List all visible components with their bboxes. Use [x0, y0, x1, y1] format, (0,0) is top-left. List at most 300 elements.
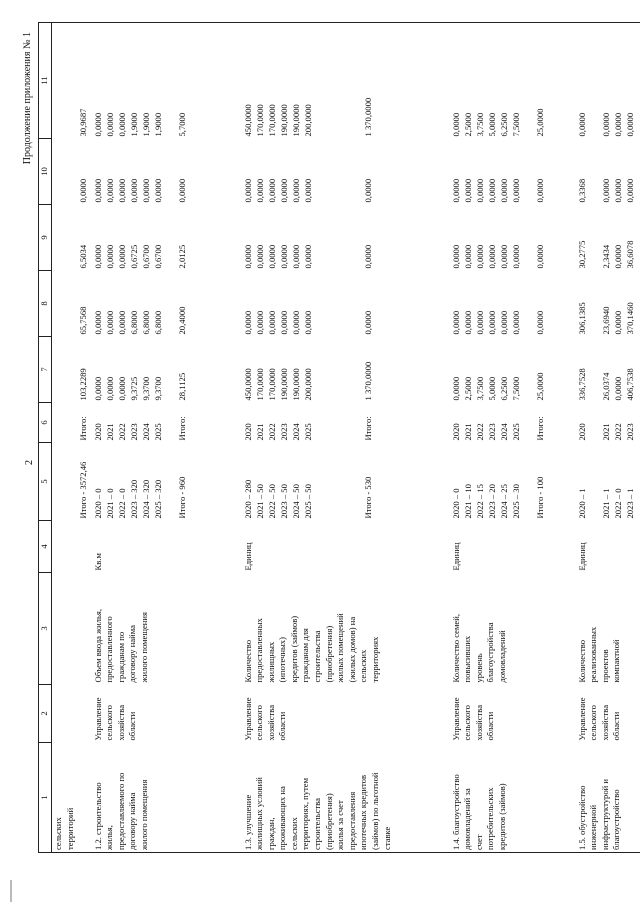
value-line: 2020 – 0	[450, 488, 461, 519]
value-line: 1,9000	[128, 112, 139, 137]
value-line: 0,0000	[510, 244, 521, 269]
activity-cell: 1.4. благоустройство домовладений за счет потребительских кредитов (займов)	[450, 743, 576, 853]
value-line	[523, 25, 535, 137]
unit-cell: Единиц	[242, 542, 253, 571]
value-line	[315, 207, 327, 269]
value-line: 450,0000	[242, 104, 253, 137]
value-line: 30,9687	[78, 108, 88, 137]
c11-values-cell	[576, 23, 640, 139]
value-line: 2024	[498, 423, 509, 441]
c5-values-cell	[92, 443, 242, 521]
c9-values-cell	[242, 205, 450, 271]
value-line: 23,6940	[600, 306, 611, 335]
value-line: 0,0000	[254, 244, 265, 269]
value-line	[523, 339, 535, 401]
value-line: 2025 – 320	[152, 479, 163, 519]
value-line: 0,0000	[450, 178, 461, 203]
unit-cell: Единиц	[576, 521, 640, 573]
column-number: 1	[39, 743, 52, 853]
value-line: 0,0000	[600, 112, 611, 137]
value-line: 0,0000	[612, 310, 623, 335]
value-line: 0,0000	[116, 376, 127, 401]
value-line: 28,1125	[176, 372, 187, 401]
value-line: 2020 – 1	[576, 488, 587, 519]
value-line	[523, 141, 535, 203]
value-line: 170,0000	[254, 104, 265, 137]
value-line: 5,7000	[176, 112, 187, 137]
value-line: 0,0000	[612, 244, 623, 269]
value-line: Итого:	[534, 416, 545, 441]
value-line	[339, 141, 351, 203]
value-line	[165, 339, 177, 401]
column-number: 2	[39, 685, 52, 743]
value-line: 0,0000	[116, 244, 127, 269]
value-line	[589, 207, 601, 269]
column-number: 5	[39, 443, 52, 521]
value-line: 0,0000	[266, 178, 277, 203]
value-line	[339, 25, 351, 137]
value-line: 306,1385	[576, 302, 587, 335]
c8-values-cell	[576, 271, 640, 337]
c9-values-cell	[576, 205, 640, 271]
executor-cell: Управление сельского хозяйства области	[576, 685, 640, 743]
value-line: 0,0000	[450, 112, 461, 137]
value-line: 2021 – 10	[462, 484, 473, 519]
value-line: 0,0000	[92, 112, 103, 137]
value-line: 0,0000	[116, 178, 127, 203]
column-number: 11	[39, 23, 52, 139]
value-line: 0,0000	[450, 244, 461, 269]
value-line: 0,0000	[254, 310, 265, 335]
value-line: 0,0000	[486, 178, 497, 203]
value-line: 5,0000	[486, 112, 497, 137]
value-line: 2,0125	[176, 244, 187, 269]
c5-values-cell	[52, 443, 92, 521]
c6-values-cell	[576, 403, 640, 443]
value-line: 2021	[600, 423, 611, 441]
value-line: 2023	[624, 423, 635, 441]
value-line: 2020	[450, 423, 461, 441]
value-line: 0,0000	[116, 310, 127, 335]
value-line	[327, 141, 339, 203]
c8-values-cell	[242, 271, 450, 337]
value-line	[315, 273, 327, 335]
table-row	[450, 23, 576, 853]
unit-cell	[52, 521, 92, 573]
value-line	[523, 405, 535, 441]
value-line: 0,0000	[140, 178, 151, 203]
value-line: 0,0000	[266, 310, 277, 335]
c11-values-cell	[450, 23, 576, 139]
c10-values-cell	[576, 139, 640, 205]
value-line: 2025	[152, 423, 163, 441]
value-line	[327, 25, 339, 137]
value-line: 5,0000	[486, 376, 497, 401]
c7-values-cell	[576, 337, 640, 403]
value-line: 0,0000	[612, 376, 623, 401]
value-line: 2023	[278, 423, 289, 441]
c6-values-cell	[450, 403, 576, 443]
value-line: 0,6725	[128, 244, 139, 269]
value-line: 0,0000	[362, 310, 373, 335]
value-line: 0,0000	[152, 178, 163, 203]
value-line: 190,0000	[290, 104, 301, 137]
value-line	[165, 141, 177, 203]
value-line: 0,0000	[534, 244, 545, 269]
activity-cell: 1.2. строительство жилья, предоставляемого по договору найма жилого помещения	[92, 743, 242, 853]
value-line	[351, 25, 363, 137]
value-line: 2022	[474, 423, 485, 441]
unit-cell: Кв.м	[92, 553, 103, 571]
value-line	[339, 273, 351, 335]
value-line: Итого - 100	[534, 476, 545, 519]
indicator-cell	[52, 573, 92, 685]
program-table	[38, 22, 640, 853]
value-line: 0,0000	[450, 376, 461, 401]
value-line: 2023 – 20	[486, 484, 497, 519]
value-line: 0,0000	[92, 244, 103, 269]
value-line: 2021	[104, 423, 115, 441]
value-line: 30,2775	[576, 240, 587, 269]
value-line: 0,0000	[534, 178, 545, 203]
value-line: 0,0000	[92, 376, 103, 401]
executor-cell: Управление сельского хозяйства области	[450, 697, 496, 741]
value-line: 0,0000	[290, 310, 301, 335]
value-line	[315, 339, 327, 401]
c10-values-cell	[242, 139, 450, 205]
value-line: 2020	[576, 423, 587, 441]
c11-values-cell	[242, 23, 450, 139]
value-line: 0,0000	[104, 310, 115, 335]
value-line: 0,0000	[486, 244, 497, 269]
value-line: 0,0000	[302, 178, 313, 203]
value-line	[327, 405, 339, 441]
c9-values-cell	[52, 205, 92, 271]
value-line	[327, 445, 339, 519]
value-line	[339, 339, 351, 401]
value-line	[351, 339, 363, 401]
scan-mark	[10, 880, 12, 902]
value-line	[589, 405, 601, 441]
value-line: 9,3700	[140, 376, 151, 401]
c9-values-cell	[450, 205, 576, 271]
value-line	[523, 273, 535, 335]
value-line: 0,0000	[576, 112, 587, 137]
table-row	[242, 23, 450, 853]
value-line	[589, 445, 601, 519]
value-line: Итого - 530	[362, 476, 373, 519]
value-line: 3,7500	[474, 376, 485, 401]
value-line: 0,0000	[302, 310, 313, 335]
c5-values-cell	[242, 443, 450, 521]
value-line: 0,0000	[474, 244, 485, 269]
unit-cell: Единиц	[450, 542, 461, 571]
value-line: 406,7538	[624, 368, 635, 401]
c11-values-cell	[52, 23, 92, 139]
value-line: 1 370,0000	[362, 361, 373, 401]
value-line	[327, 273, 339, 335]
value-line: 0,0000	[362, 178, 373, 203]
column-number: 3	[39, 573, 52, 685]
column-number: 10	[39, 139, 52, 205]
c5-values-cell	[450, 443, 576, 521]
value-line	[351, 445, 363, 519]
value-line: 0,0000	[498, 310, 509, 335]
value-line: 0,0000	[362, 244, 373, 269]
value-line	[327, 339, 339, 401]
value-line: 200,0000	[302, 368, 313, 401]
value-line: 1,9000	[140, 112, 151, 137]
value-line: 0,0000	[486, 310, 497, 335]
column-number: 6	[39, 403, 52, 443]
column-number: 4	[39, 521, 52, 573]
value-line: 6,5034	[78, 244, 88, 269]
c7-values-cell	[450, 337, 576, 403]
value-line: 0,0000	[498, 244, 509, 269]
value-line	[315, 141, 327, 203]
value-line: 200,0000	[302, 104, 313, 137]
column-number: 7	[39, 337, 52, 403]
value-line: 2020 – 0	[92, 488, 103, 519]
value-line: 3,7500	[474, 112, 485, 137]
value-line: 0,0000	[450, 310, 461, 335]
value-line: 26,0374	[600, 372, 611, 401]
value-line: 9,3700	[152, 376, 163, 401]
value-line: 0,0000	[242, 244, 253, 269]
value-line	[589, 141, 601, 203]
table-row	[92, 23, 242, 853]
value-line: Итого:	[78, 416, 88, 441]
value-line: 7,5000	[510, 112, 521, 137]
executor-cell: Управление сельского хозяйства области	[242, 697, 288, 741]
value-line	[339, 207, 351, 269]
value-line: 0,0000	[176, 178, 187, 203]
value-line: 2023 – 50	[278, 484, 289, 519]
value-line: 2020 – 280	[242, 479, 253, 519]
value-line: 0,0000	[242, 178, 253, 203]
value-line: 6,8000	[128, 310, 139, 335]
value-line: 6,8000	[140, 310, 151, 335]
value-line: 2025 – 30	[510, 484, 521, 519]
activity-cell: сельских территорий	[52, 743, 92, 853]
value-line: 0,0000	[104, 178, 115, 203]
value-line: 2,5000	[462, 112, 473, 137]
continuation-note: Продолжение приложения № 1	[22, 32, 33, 165]
activity-cell: 1.3. улучшение жилищных условий граждан, проживающих на сельских территориях, путем строительства (приобретения) жилья за счет предоставления ипотечных кредитов (займов) по льготной ставке	[242, 743, 450, 853]
executor-cell: Управление сельского хозяйства области	[92, 697, 138, 741]
value-line: 36,6078	[624, 240, 635, 269]
value-line: 2021 – 0	[104, 488, 115, 519]
value-line: 0,0000	[104, 112, 115, 137]
value-line: 20,4000	[176, 306, 187, 335]
value-line: 2022 – 0	[612, 488, 623, 519]
value-line: 65,7568	[78, 306, 88, 335]
value-line: 336,7528	[576, 368, 587, 401]
value-line: 0,0000	[474, 310, 485, 335]
value-line	[351, 141, 363, 203]
value-line: 0,0000	[78, 178, 88, 203]
value-line	[315, 445, 327, 519]
value-line	[315, 25, 327, 137]
value-line	[339, 445, 351, 519]
value-line: 0,0000	[104, 244, 115, 269]
value-line: 2022 – 50	[266, 484, 277, 519]
value-line: 2022 – 15	[474, 484, 485, 519]
value-line	[165, 445, 177, 519]
value-line: 0,0000	[624, 178, 635, 203]
value-line: 2,5000	[462, 376, 473, 401]
table-row	[576, 23, 640, 853]
c10-values-cell	[92, 139, 242, 205]
value-line: 2021	[462, 423, 473, 441]
value-line: 190,0000	[278, 104, 289, 137]
value-line: 0,0000	[462, 244, 473, 269]
indicator-cell: Количество реализованных проектов компактной	[576, 573, 640, 685]
value-line: 0,0000	[116, 112, 127, 137]
value-line: 2024 – 25	[498, 484, 509, 519]
value-line: 2023	[486, 423, 497, 441]
page-number: 2	[24, 460, 35, 465]
value-line: 9,3725	[128, 376, 139, 401]
c6-values-cell	[52, 403, 92, 443]
value-line: 25,0000	[534, 372, 545, 401]
value-line: 2023	[128, 423, 139, 441]
c8-values-cell	[52, 271, 92, 337]
table-row	[52, 23, 92, 853]
value-line: 0,0000	[254, 178, 265, 203]
value-line	[351, 207, 363, 269]
column-number: 9	[39, 205, 52, 271]
value-line: 25,0000	[534, 108, 545, 137]
c8-values-cell	[450, 271, 576, 337]
value-line: 2022	[116, 423, 127, 441]
value-line: 6,2500	[498, 112, 509, 137]
activity-cell: 1.5. обустройство инженерной инфраструктурой и благоустройство	[576, 743, 640, 853]
value-line: 2021 – 1	[600, 488, 611, 519]
executor-cell	[52, 685, 92, 743]
value-line: 2,3434	[600, 244, 611, 269]
value-line: 2024	[290, 423, 301, 441]
value-line: 0,6700	[140, 244, 151, 269]
value-line	[165, 405, 177, 441]
value-line: 0,0000	[498, 178, 509, 203]
value-line: 0,0000	[302, 244, 313, 269]
value-line: 0,0000	[474, 178, 485, 203]
value-line: 1 370,0000	[362, 97, 373, 137]
value-line	[351, 273, 363, 335]
value-line: 170,0000	[254, 368, 265, 401]
value-line: 0,0000	[534, 310, 545, 335]
c11-values-cell	[92, 23, 242, 139]
value-line	[351, 405, 363, 441]
value-line: 0,0000	[612, 178, 623, 203]
value-line: 2020	[242, 423, 253, 441]
value-line: 0,0000	[600, 178, 611, 203]
value-line	[165, 25, 177, 137]
value-line: 0,0000	[92, 310, 103, 335]
c7-values-cell	[52, 337, 92, 403]
value-line	[589, 25, 601, 137]
value-line: 2023 – 1	[624, 488, 635, 519]
value-line: 1,9000	[152, 112, 163, 137]
indicator-cell: Количество семей, повысивших уровень благоустройства домовладений	[450, 614, 507, 683]
value-line: 0,0000	[290, 178, 301, 203]
value-line: 2021	[254, 423, 265, 441]
value-line: 0,0000	[510, 178, 521, 203]
value-line: 2025	[510, 423, 521, 441]
value-line	[315, 405, 327, 441]
value-line: 370,1460	[624, 302, 635, 335]
value-line: 170,0000	[266, 104, 277, 137]
value-line: 2022	[266, 423, 277, 441]
value-line: 2024	[140, 423, 151, 441]
value-line: Итого - 960	[176, 476, 187, 519]
value-line: 7,5000	[510, 376, 521, 401]
value-line: 2025	[302, 423, 313, 441]
value-line: 2024 – 320	[140, 479, 151, 519]
value-line: 0,0000	[462, 178, 473, 203]
value-line	[589, 273, 601, 335]
c9-values-cell	[92, 205, 242, 271]
c5-values-cell	[576, 443, 640, 521]
value-line: 0,0000	[624, 112, 635, 137]
value-line: 0,0000	[510, 310, 521, 335]
value-line: 0,0000	[278, 178, 289, 203]
value-line	[523, 445, 535, 519]
value-line: 0,0000	[242, 310, 253, 335]
c6-values-cell	[92, 403, 242, 443]
value-line	[327, 207, 339, 269]
indicator-cell: Количество предоставленных жилищных (ипотечных) кредитов (займов) гражданам для строительства (приобретения) жилых помещений (жилых домов) на сельских территориях	[242, 613, 381, 683]
value-line: 0,0000	[462, 310, 473, 335]
table-body	[52, 23, 640, 853]
value-line: 6,2500	[498, 376, 509, 401]
c7-values-cell	[242, 337, 450, 403]
value-line	[523, 207, 535, 269]
c8-values-cell	[92, 271, 242, 337]
value-line: Итого:	[176, 416, 187, 441]
value-line: 0,3368	[576, 178, 587, 203]
value-line: 2025 – 50	[302, 484, 313, 519]
value-line: 0,0000	[612, 112, 623, 137]
value-line: Итого - 3572,46	[78, 461, 88, 519]
value-line	[165, 207, 177, 269]
value-line: 0,6700	[152, 244, 163, 269]
value-line: 2022	[612, 423, 623, 441]
value-line	[339, 405, 351, 441]
c10-values-cell	[52, 139, 92, 205]
value-line: 6,8000	[152, 310, 163, 335]
value-line: 103,2289	[78, 368, 88, 401]
value-line: 2022 – 0	[116, 488, 127, 519]
value-line: 0,0000	[278, 310, 289, 335]
value-line: 2020	[92, 423, 103, 441]
c10-values-cell	[450, 139, 576, 205]
column-number: 8	[39, 271, 52, 337]
value-line: 0,0000	[92, 178, 103, 203]
indicator-cell: Объем ввода жилья, предоставленного гражданам по договору найма жилого помещения	[92, 609, 149, 683]
value-line: 2024 – 50	[290, 484, 301, 519]
value-line: 170,0000	[266, 368, 277, 401]
value-line: 190,0000	[278, 368, 289, 401]
c7-values-cell	[92, 337, 242, 403]
value-line	[165, 273, 177, 335]
value-line	[589, 339, 601, 401]
value-line: 190,0000	[290, 368, 301, 401]
column-number-row	[39, 23, 52, 853]
c6-values-cell	[242, 403, 450, 443]
value-line: 2023 – 320	[128, 479, 139, 519]
